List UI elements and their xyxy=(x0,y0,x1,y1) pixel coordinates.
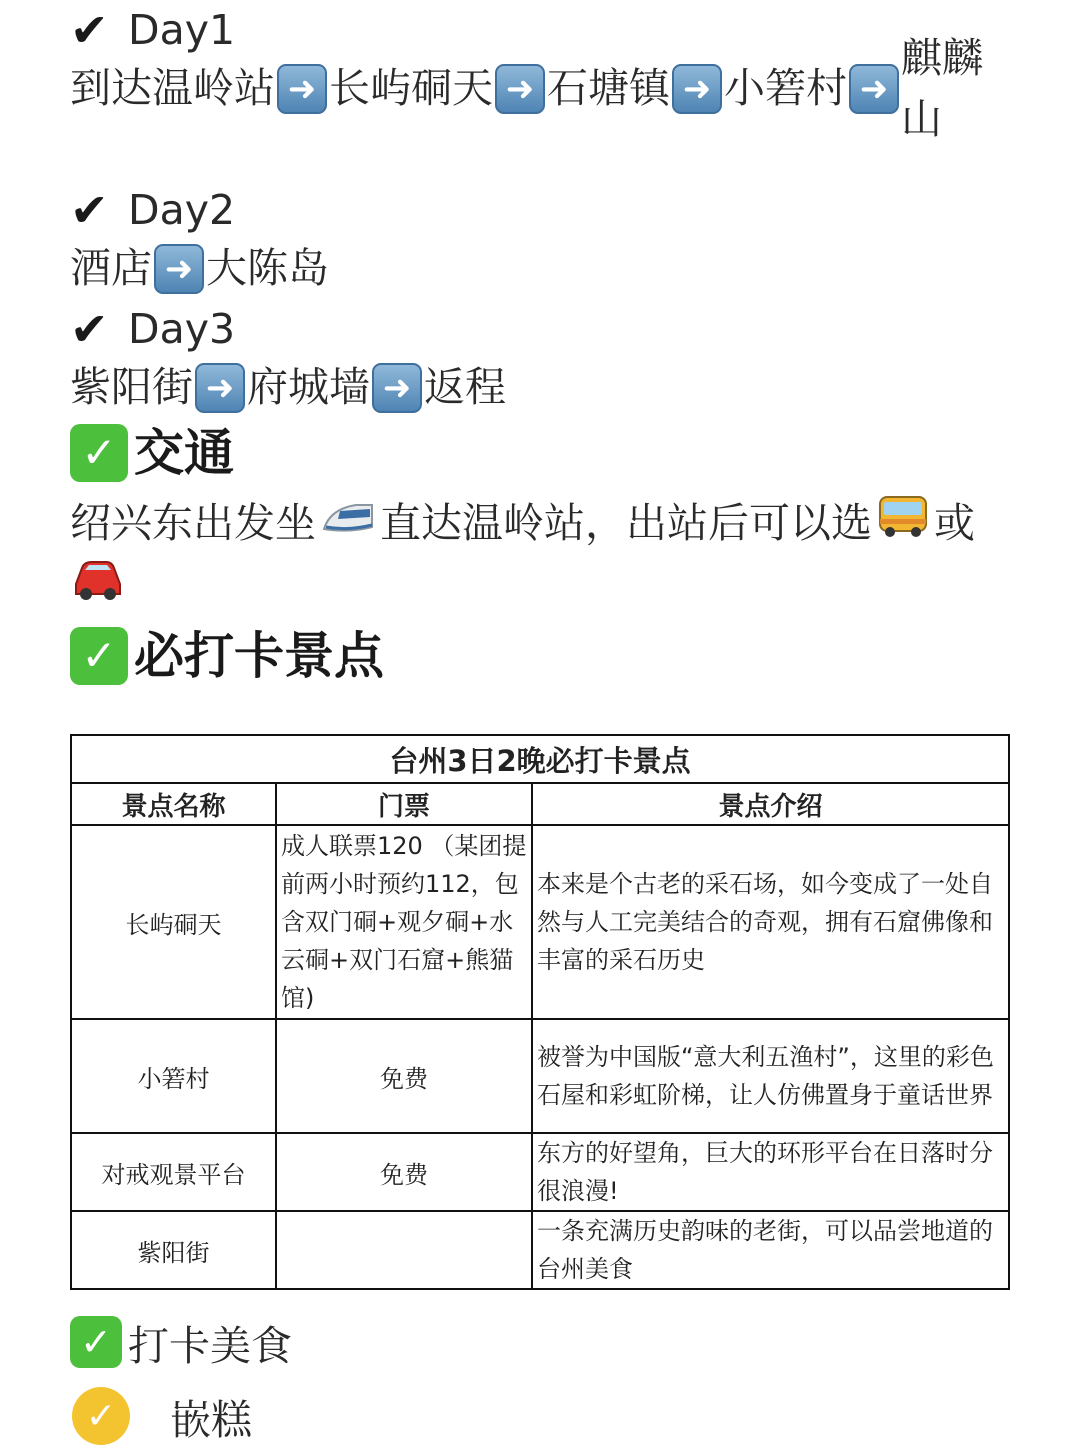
route-stop: 酒店 xyxy=(70,244,152,292)
checkmark-icon: ✔ xyxy=(70,183,109,237)
route-stop: 长屿硐天 xyxy=(329,64,493,112)
spot-name: 紫阳街 xyxy=(71,1211,276,1289)
day2-label: Day2 xyxy=(128,185,236,234)
transport-text-part1: 绍兴东出发坐 xyxy=(70,498,316,547)
food-item xyxy=(72,1386,252,1446)
green-check-icon: ✓ xyxy=(70,1316,122,1368)
day3-label: Day3 xyxy=(128,304,236,353)
green-check-icon: ✓ xyxy=(70,627,128,685)
transport-text-part3: 或 xyxy=(934,498,975,547)
spot-desc: 东方的好望角，巨大的环形平台在日落时分很浪漫! xyxy=(532,1133,1009,1211)
bullet-train-icon xyxy=(320,493,376,554)
route-stop: 小箬村 xyxy=(724,64,847,112)
day1-heading xyxy=(70,2,1030,58)
route-stop: 石塘镇 xyxy=(547,64,670,112)
day3-heading xyxy=(70,301,1030,357)
spot-ticket: 免费 xyxy=(276,1133,532,1211)
transport-title: 交通 xyxy=(134,423,234,482)
day2-heading xyxy=(70,182,1030,238)
transport-heading xyxy=(70,418,1030,488)
table-row xyxy=(71,825,1009,1019)
day1-route xyxy=(70,33,1030,143)
day1-label: Day1 xyxy=(128,5,236,54)
route-stop: 府城墙 xyxy=(247,363,370,411)
food-heading xyxy=(70,1312,292,1372)
right-arrow-icon: ➜ xyxy=(277,64,327,114)
right-arrow-icon: ➜ xyxy=(195,363,245,413)
spot-desc: 一条充满历史韵味的老街，可以品尝地道的台州美食 xyxy=(532,1211,1009,1289)
right-arrow-icon: ➜ xyxy=(154,244,204,294)
route-stop: 紫阳街 xyxy=(70,363,193,411)
table-row xyxy=(71,1211,1009,1289)
spot-ticket xyxy=(276,1211,532,1289)
spots-title: 必打卡景点 xyxy=(134,626,384,685)
yellow-check-icon: ✓ xyxy=(72,1387,130,1445)
spot-name: 长屿硐天 xyxy=(71,825,276,1019)
route-stop: 到达温岭站 xyxy=(70,64,275,112)
bus-icon xyxy=(876,491,930,556)
spots-table-wrap xyxy=(70,734,1010,1290)
itinerary-section xyxy=(70,0,1030,696)
checkmark-icon: ✔ xyxy=(70,3,109,57)
column-header: 景点名称 xyxy=(71,783,276,825)
table-row xyxy=(71,1133,1009,1211)
food-item-label: 嵌糕 xyxy=(170,1395,252,1444)
green-check-icon: ✓ xyxy=(70,424,128,482)
day3-route xyxy=(70,357,1030,418)
car-icon xyxy=(70,556,126,619)
spot-desc: 本来是个古老的采石场，如今变成了一处自然与人工完美结合的奇观，拥有石窟佛像和丰富的采石历史 xyxy=(532,825,1009,1019)
checkmark-icon: ✔ xyxy=(70,302,109,356)
right-arrow-icon: ➜ xyxy=(849,64,899,114)
route-stop: 返程 xyxy=(424,363,506,411)
table-title: 台州3日2晚必打卡景点 xyxy=(71,735,1009,783)
spot-ticket: 成人联票120 （某团提前两小时预约112，包含双门硐+观夕硐+水云硐+双门石窟+熊猫馆) xyxy=(276,825,532,1019)
right-arrow-icon: ➜ xyxy=(495,64,545,114)
spots-table xyxy=(70,734,1010,1290)
route-stop: 大陈岛 xyxy=(206,244,329,292)
day2-route xyxy=(70,238,1030,299)
spot-name: 对戒观景平台 xyxy=(71,1133,276,1211)
spot-desc: 被誉为中国版“意大利五渔村”，这里的彩色石屋和彩虹阶梯，让人仿佛置身于童话世界 xyxy=(532,1019,1009,1133)
table-row xyxy=(71,1019,1009,1133)
route-stop: 麒麟山 xyxy=(901,33,983,143)
right-arrow-icon: ➜ xyxy=(372,363,422,413)
route-wrap-spacer xyxy=(70,119,1030,180)
table-header-row xyxy=(71,783,1009,825)
spot-ticket: 免费 xyxy=(276,1019,532,1133)
car-line xyxy=(70,558,1030,616)
transport-text-part2: 直达温岭站，出站后可以选 xyxy=(380,498,872,547)
right-arrow-icon: ➜ xyxy=(672,64,722,114)
column-header: 门票 xyxy=(276,783,532,825)
spots-heading xyxy=(70,616,1030,696)
transport-text xyxy=(70,488,1030,558)
column-header: 景点介绍 xyxy=(532,783,1009,825)
food-title: 打卡美食 xyxy=(128,1321,292,1370)
spot-name: 小箬村 xyxy=(71,1019,276,1133)
